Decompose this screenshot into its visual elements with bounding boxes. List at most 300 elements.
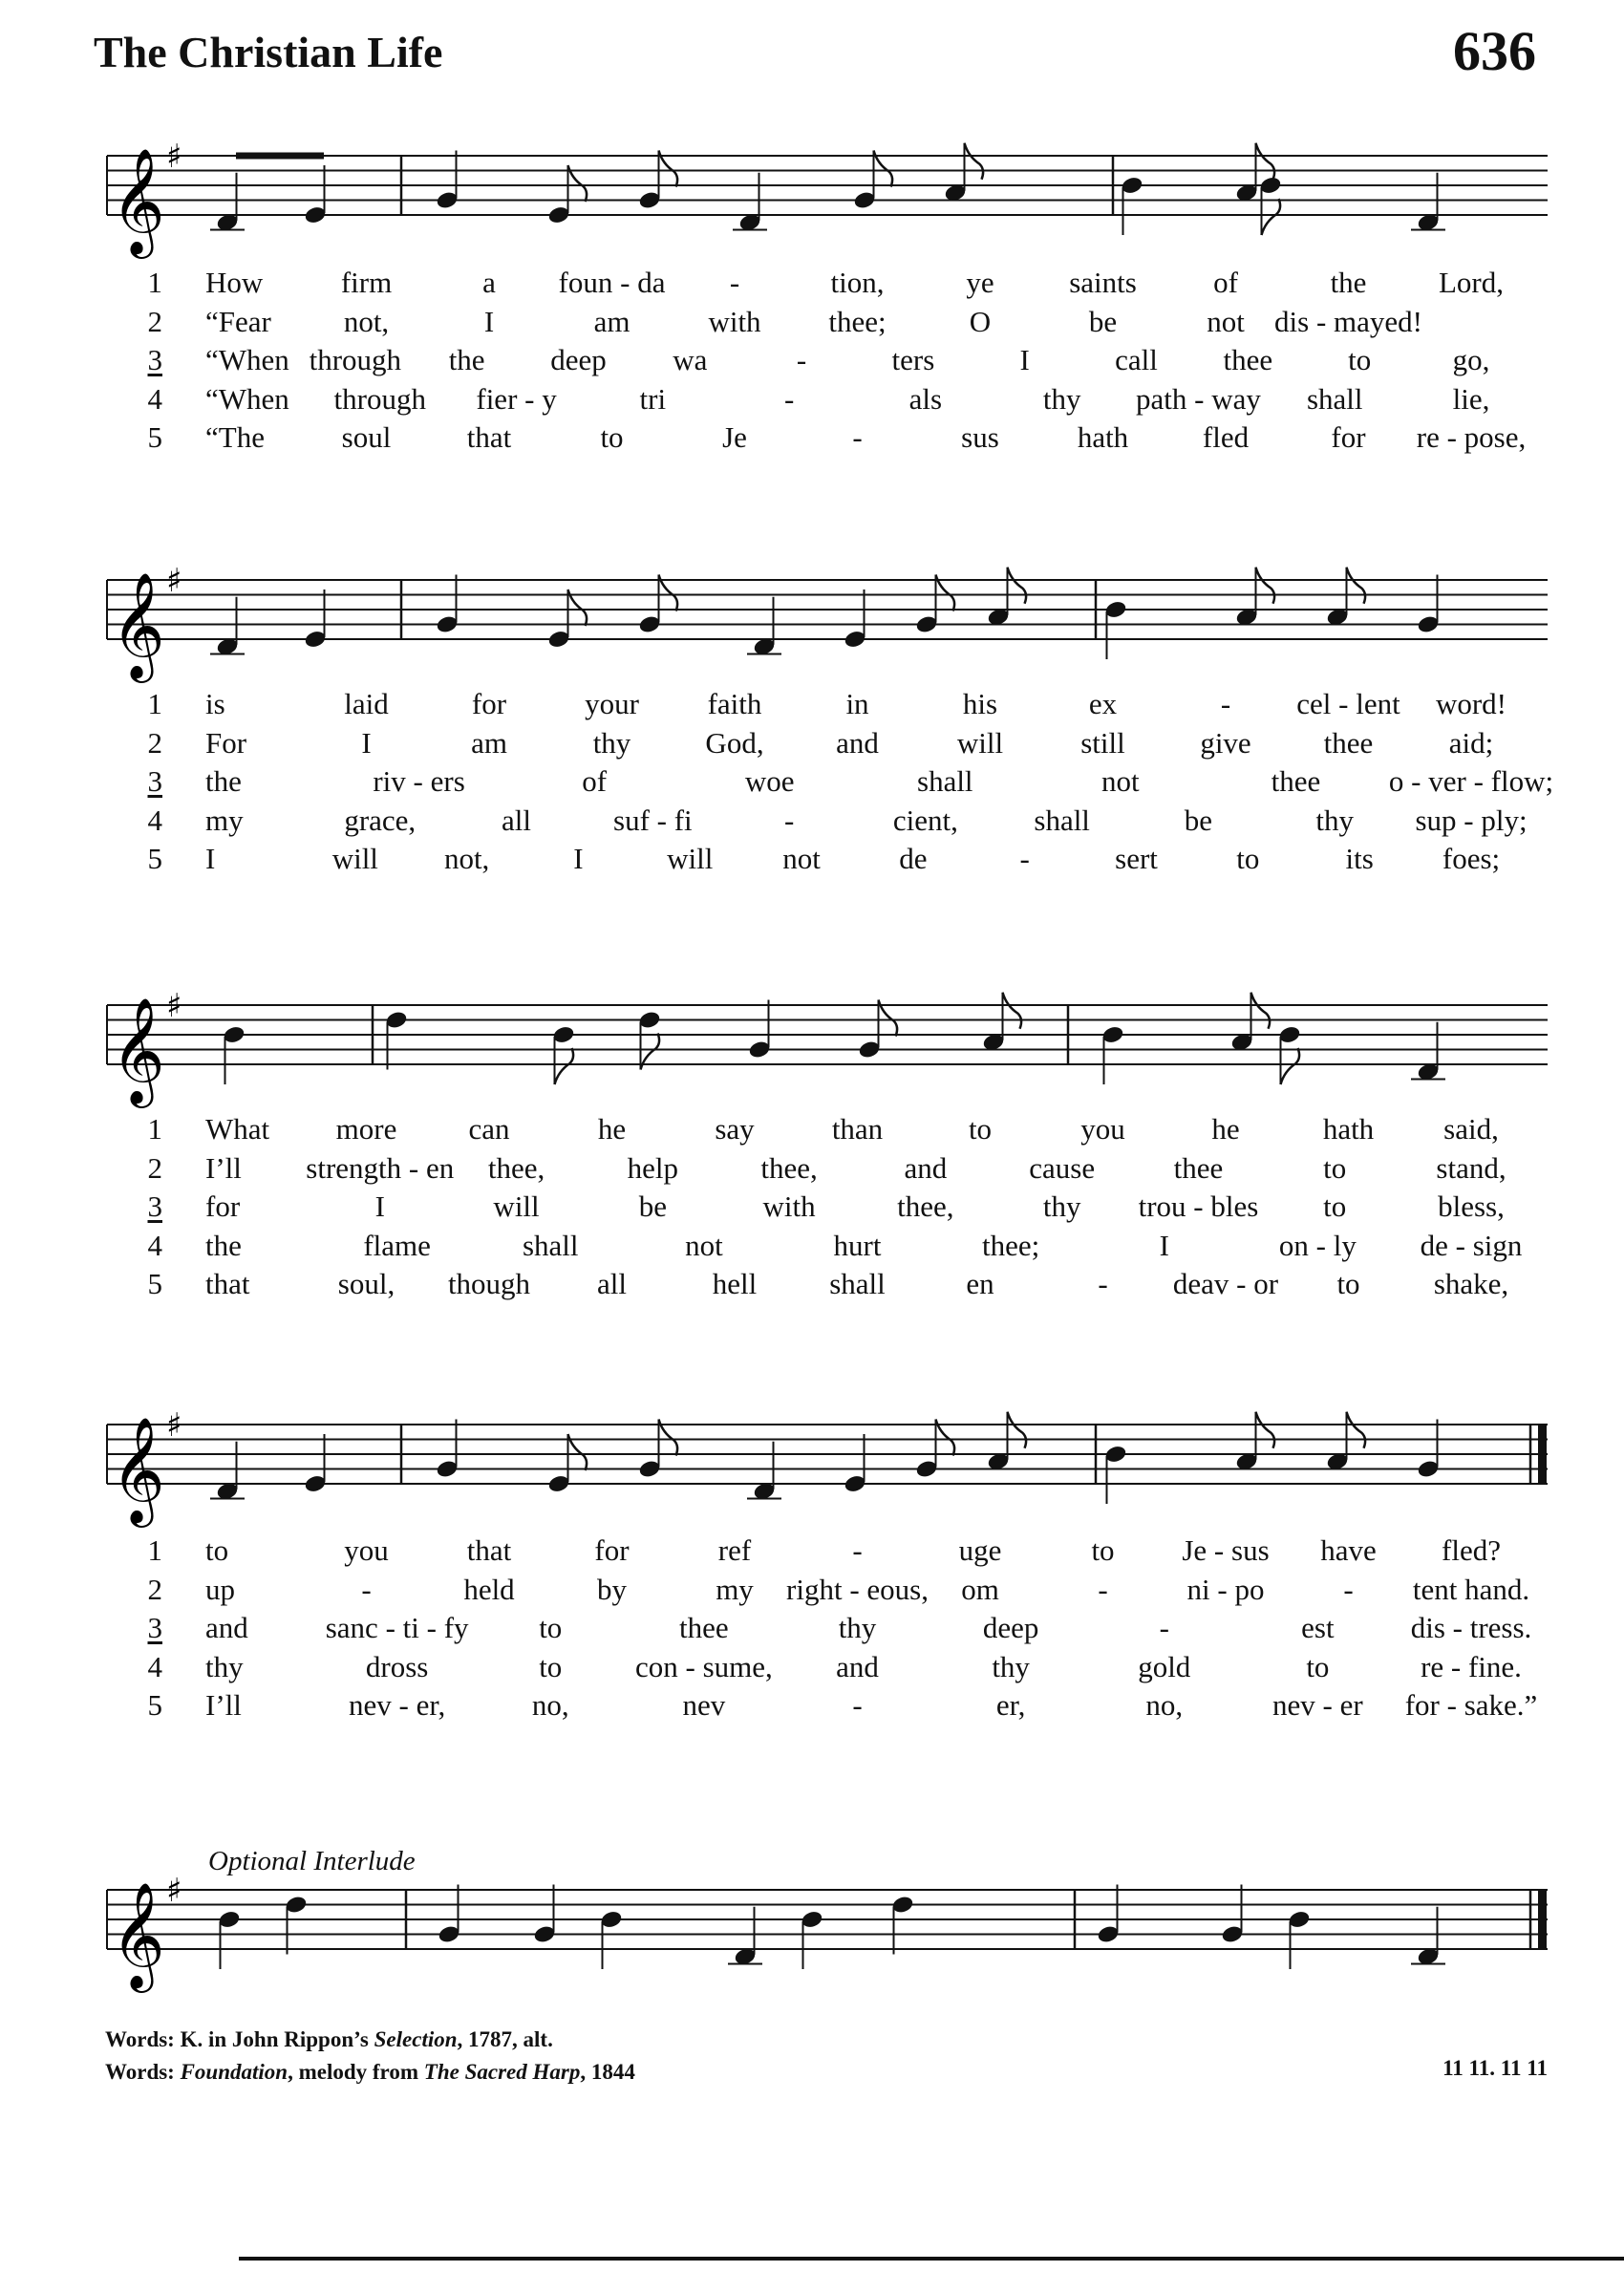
note	[438, 1885, 461, 1945]
lyric-line	[0, 685, 1624, 724]
credits	[105, 2024, 635, 2089]
lyric-syllable: shall	[917, 764, 973, 798]
lyric-syllable: of	[1213, 266, 1238, 299]
lyric-syllable: though	[447, 1267, 531, 1300]
lyric-syllable: lie,	[1452, 381, 1490, 416]
lyric-syllable: in	[845, 687, 869, 720]
lyric-syllable: I	[205, 842, 216, 875]
lyric-syllable: right - eous,	[786, 1572, 929, 1606]
lyric-syllable: cause	[1029, 1150, 1096, 1185]
lyric-syllable: -	[1098, 1267, 1108, 1300]
lyric-syllable: the	[205, 1228, 242, 1262]
lyric-syllable: ref	[717, 1533, 752, 1567]
lyric-line	[0, 1149, 1624, 1189]
verse-number: 1	[147, 266, 162, 299]
note	[844, 589, 867, 650]
lyric-syllable: nev	[682, 1688, 726, 1722]
lyric-syllable: call	[1115, 343, 1158, 376]
lyric-syllable: -	[1159, 1611, 1169, 1644]
lyric-syllable: to	[205, 1533, 229, 1567]
lyric-syllable: say	[715, 1112, 755, 1146]
lyric-syllable: tion,	[830, 266, 885, 299]
note	[1104, 1444, 1128, 1504]
lyric-syllable: to	[1323, 1150, 1347, 1185]
note	[1235, 143, 1275, 204]
verse-number: 5	[147, 420, 162, 454]
lyric-syllable: re - pose,	[1416, 420, 1527, 454]
lyric-syllable: thee	[1323, 725, 1374, 760]
lyric-syllable: for - sake.”	[1404, 1688, 1538, 1722]
lyric-syllable: -	[1019, 842, 1030, 875]
lyric-syllable: to	[539, 1611, 563, 1644]
lyric-syllable: -	[729, 266, 740, 299]
lyric-syllable: shake,	[1433, 1267, 1509, 1300]
note	[1221, 1885, 1245, 1945]
note	[1101, 1024, 1125, 1084]
lyric-syllable: be	[1184, 803, 1213, 837]
lyric-syllable: uge	[958, 1533, 1002, 1567]
lyric-syllable: sup - ply;	[1415, 803, 1528, 837]
lyric-syllable: for	[471, 687, 507, 720]
lyric-line	[0, 380, 1624, 419]
lyric-syllable: you	[1080, 1112, 1125, 1146]
lyric-syllable: to	[1306, 1649, 1330, 1683]
lyric-syllable: -	[796, 343, 807, 376]
section-title: The Christian Life	[94, 28, 443, 76]
final-bar-thick	[1538, 1890, 1547, 1949]
lyric-syllable: thee	[1223, 343, 1273, 376]
lyric-syllable: thee;	[828, 304, 887, 338]
note	[1288, 1909, 1312, 1969]
lyric-syllable: am	[471, 725, 507, 760]
lyric-syllable: on - ly	[1278, 1228, 1357, 1262]
lyric-syllable: o - ver - flow;	[1388, 764, 1554, 798]
lyric-syllable: cel - lent	[1296, 687, 1400, 720]
lyric-syllable: -	[852, 1688, 863, 1722]
lyric-syllable: I	[361, 725, 372, 760]
lyric-syllable: shall	[522, 1228, 579, 1262]
lyrics-system-3	[0, 1110, 1624, 1304]
note	[218, 1909, 242, 1969]
lyric-syllable: I’ll	[205, 1150, 242, 1185]
lyric-syllable: and	[904, 1150, 948, 1185]
staff-system-3	[0, 987, 1624, 1123]
note	[1235, 1412, 1275, 1472]
lyric-syllable: thee	[679, 1611, 729, 1644]
note	[1097, 1885, 1121, 1945]
lyric-syllable: bless,	[1438, 1189, 1505, 1223]
lyric-line	[0, 1110, 1624, 1149]
lyric-line	[0, 840, 1624, 879]
lyric-syllable: de - sign	[1420, 1228, 1523, 1262]
lyric-syllable: all	[502, 803, 532, 837]
lyric-line	[0, 1227, 1624, 1266]
note	[853, 151, 893, 211]
lyric-syllable: fier - y	[476, 381, 557, 416]
note	[1411, 173, 1445, 233]
lyric-line	[0, 418, 1624, 458]
lyric-syllable: ye	[966, 266, 994, 299]
lyric-syllable: I	[483, 304, 495, 338]
lyric-syllable: grace,	[344, 803, 417, 837]
lyric-syllable: laid	[344, 687, 389, 720]
note	[728, 1907, 762, 1967]
note	[944, 143, 984, 204]
note	[987, 568, 1027, 628]
sharp-icon: ♯	[166, 1872, 182, 1910]
lyric-syllable: dis - tress.	[1410, 1611, 1532, 1644]
note	[748, 1000, 772, 1061]
lyric-syllable: not	[1207, 304, 1245, 338]
note	[1121, 175, 1144, 235]
lyric-syllable: soul	[341, 420, 392, 454]
lyric-syllable: I	[573, 842, 584, 875]
note	[210, 1442, 245, 1502]
verse-number: 3	[147, 1189, 162, 1223]
lyric-syllable: shall	[1306, 381, 1363, 416]
lyric-syllable: “Fear	[205, 304, 271, 338]
lyric-syllable: God,	[705, 725, 764, 760]
lyric-syllable: riv - ers	[373, 764, 465, 798]
note	[600, 1909, 624, 1969]
lyric-syllable: and	[205, 1611, 248, 1644]
verse-number: 1	[147, 687, 162, 720]
lyric-syllable: aid;	[1448, 725, 1494, 760]
lyric-syllable: wa	[673, 343, 708, 376]
note	[844, 1434, 867, 1494]
treble-clef-icon: 𝄞	[111, 147, 165, 254]
lyric-syllable: foun - da	[558, 266, 666, 299]
lyric-syllable: hurt	[833, 1228, 882, 1262]
note	[638, 1010, 662, 1070]
lyric-syllable: -	[783, 803, 795, 837]
lyric-syllable: thy	[1315, 803, 1355, 837]
note	[891, 1895, 915, 1955]
lyric-syllable: dross	[365, 1649, 429, 1683]
note	[638, 1420, 678, 1480]
lyric-syllable: nev - er,	[349, 1688, 446, 1722]
lyric-syllable: con - sume,	[634, 1649, 773, 1683]
lyric-syllable: flame	[363, 1228, 431, 1262]
lyric-line	[0, 1532, 1624, 1571]
note	[1411, 1907, 1445, 1967]
note	[223, 1024, 246, 1084]
note	[638, 151, 678, 211]
verse-number: 2	[147, 304, 162, 338]
lyric-syllable: trou - bles	[1138, 1189, 1259, 1223]
lyric-syllable: -	[1220, 687, 1231, 720]
lyric-line	[0, 762, 1624, 802]
lyric-syllable: thy	[1042, 1189, 1081, 1223]
lyric-syllable: thee,	[897, 1189, 954, 1223]
lyric-syllable: “The	[205, 420, 265, 454]
lyric-syllable: can	[468, 1112, 510, 1146]
lyric-syllable: not	[685, 1228, 723, 1262]
lyric-syllable: -	[852, 1533, 863, 1567]
note	[733, 173, 767, 233]
note	[915, 1420, 955, 1480]
lyric-line	[0, 724, 1624, 763]
verse-number: 4	[147, 381, 162, 416]
lyric-syllable: thy	[592, 725, 631, 760]
verse-number: 4	[147, 803, 162, 837]
lyric-syllable: path - way	[1136, 381, 1261, 416]
lyric-syllable: of	[582, 764, 608, 798]
lyric-syllable: firm	[340, 266, 393, 299]
lyric-syllable: its	[1345, 842, 1374, 875]
lyric-syllable: that	[466, 420, 512, 454]
lyric-syllable: help	[627, 1150, 679, 1185]
lyric-syllable: Je - sus	[1182, 1533, 1270, 1567]
lyric-syllable: deav - or	[1172, 1267, 1279, 1300]
lyric-syllable: to	[1091, 1533, 1115, 1567]
lyric-syllable: not	[782, 842, 821, 875]
note	[436, 1420, 459, 1480]
lyric-syllable: est	[1301, 1611, 1335, 1644]
lyric-syllable: his	[962, 687, 998, 720]
verse-number: 5	[147, 842, 162, 875]
lyric-syllable: be	[638, 1189, 667, 1223]
lyric-syllable: soul,	[337, 1267, 395, 1300]
lyric-syllable: to	[1336, 1267, 1360, 1300]
lyric-syllable: foes;	[1442, 842, 1501, 875]
lyric-syllable: I	[1159, 1228, 1169, 1262]
lyric-syllable: give	[1200, 725, 1251, 760]
lyric-syllable: stand,	[1436, 1150, 1506, 1185]
lyric-syllable: no,	[1145, 1688, 1184, 1722]
verse-number: 2	[147, 1150, 162, 1185]
sharp-icon: ♯	[166, 1406, 182, 1445]
note	[1235, 568, 1275, 628]
lyric-syllable: not,	[343, 304, 390, 338]
note	[385, 1010, 409, 1070]
lyric-syllable: will	[667, 842, 714, 875]
note	[285, 1895, 309, 1955]
lyric-syllable: to	[1236, 842, 1260, 875]
lyric-syllable: thee;	[982, 1228, 1040, 1262]
lyric-syllable: all	[597, 1267, 627, 1300]
lyric-syllable: the	[448, 343, 485, 376]
treble-clef-icon: 𝄞	[111, 996, 165, 1104]
note	[1104, 599, 1128, 659]
note	[552, 1024, 576, 1084]
lyric-syllable: saints	[1069, 266, 1137, 299]
interlude-label: Optional Interlude	[208, 1846, 416, 1876]
lyric-syllable: I	[374, 1189, 385, 1223]
lyric-syllable: sanc - ti - fy	[325, 1611, 469, 1644]
lyric-syllable: thee,	[760, 1150, 818, 1185]
lyric-syllable: faith	[707, 687, 762, 720]
lyric-syllable: that	[466, 1533, 512, 1567]
sharp-icon: ♯	[166, 562, 182, 600]
note	[210, 173, 245, 233]
note	[982, 993, 1022, 1053]
lyric-syllable: my	[205, 803, 244, 837]
lyric-line	[0, 1265, 1624, 1304]
hymn-number: 636	[1453, 20, 1536, 82]
lyric-syllable: er,	[995, 1688, 1026, 1722]
note	[638, 575, 678, 635]
note	[1417, 575, 1441, 635]
note	[533, 1885, 557, 1945]
lyric-syllable: not,	[443, 842, 490, 875]
note	[1230, 993, 1271, 1053]
lyric-syllable: my	[716, 1572, 754, 1606]
lyric-syllable: -	[361, 1572, 372, 1606]
lyric-syllable: is	[205, 687, 225, 720]
lyric-syllable: the	[205, 764, 242, 798]
staff-system-2	[0, 562, 1624, 697]
lyric-syllable: be	[1088, 304, 1118, 338]
staff-system-4	[0, 1406, 1624, 1543]
lyric-line	[0, 802, 1624, 841]
lyric-syllable: -	[852, 420, 863, 454]
treble-clef-icon: 𝄞	[111, 1881, 165, 1988]
lyric-syllable: you	[344, 1533, 389, 1567]
lyric-syllable: and	[836, 725, 879, 760]
lyric-line	[0, 1571, 1624, 1610]
lyric-syllable: “When	[205, 343, 289, 376]
lyric-syllable: gold	[1138, 1649, 1191, 1683]
lyric-syllable: he	[597, 1112, 627, 1146]
lyric-line	[0, 1609, 1624, 1648]
lyric-syllable: deep	[982, 1611, 1039, 1644]
lyric-syllable: For	[205, 725, 247, 760]
lyric-syllable: to	[968, 1112, 993, 1146]
lyric-syllable: will	[493, 1189, 540, 1223]
note	[304, 1434, 328, 1494]
lyric-syllable: tri	[639, 381, 667, 416]
note	[1411, 1022, 1445, 1082]
lyric-syllable: for	[1331, 420, 1366, 454]
verse-number: 1	[147, 1112, 162, 1146]
lyric-syllable: for	[594, 1533, 630, 1567]
meter: 11 11. 11 11	[1442, 2056, 1548, 2080]
staff-interlude	[0, 1872, 1624, 2006]
lyric-syllable: that	[205, 1267, 250, 1300]
lyrics-system-1	[0, 264, 1624, 458]
lyric-syllable: for	[205, 1189, 241, 1223]
note	[547, 589, 588, 650]
lyric-line	[0, 1686, 1624, 1725]
verse-number: 5	[147, 1267, 162, 1300]
staff-system-1	[0, 138, 1624, 268]
lyrics-system-4	[0, 1532, 1624, 1725]
lyric-syllable: Je	[722, 420, 747, 454]
lyric-syllable: tent hand.	[1412, 1572, 1530, 1606]
note	[1417, 1420, 1441, 1480]
lyric-syllable: the	[1330, 266, 1367, 299]
lyric-syllable: fled?	[1442, 1533, 1501, 1567]
sharp-icon: ♯	[166, 987, 182, 1025]
lyric-syllable: thy	[205, 1649, 244, 1683]
note	[1259, 175, 1283, 235]
note	[1326, 568, 1366, 628]
lyric-syllable: by	[597, 1572, 627, 1606]
words-credit: Words: K. in John Rippon’s Selection, 1787, alt.	[105, 2027, 553, 2051]
note	[801, 1909, 824, 1969]
page-rule	[239, 2257, 1624, 2261]
lyric-syllable: shall	[829, 1267, 886, 1300]
note	[915, 575, 955, 635]
lyric-syllable: a	[482, 266, 496, 299]
lyric-syllable: cient,	[892, 803, 958, 837]
verse-number: 4	[147, 1228, 162, 1262]
lyric-syllable: am	[593, 304, 630, 338]
lyric-syllable: sert	[1115, 842, 1158, 875]
note	[304, 165, 328, 225]
lyric-syllable: up	[205, 1572, 235, 1606]
lyric-syllable: will	[956, 725, 1004, 760]
lyric-syllable: through	[333, 381, 426, 416]
lyric-syllable: to	[539, 1649, 563, 1683]
verse-number: 4	[147, 1649, 162, 1683]
note	[547, 1434, 588, 1494]
lyric-syllable: -	[783, 381, 795, 416]
lyric-syllable: sus	[961, 420, 999, 454]
note	[747, 597, 781, 657]
treble-clef-icon: 𝄞	[111, 571, 165, 678]
lyric-syllable: ex	[1088, 687, 1118, 720]
lyric-syllable: re - fine.	[1421, 1649, 1522, 1683]
verse-number: 2	[147, 1572, 162, 1606]
lyrics-system-2	[0, 685, 1624, 879]
note	[1326, 1412, 1366, 1472]
lyric-syllable: fled	[1202, 420, 1250, 454]
lyric-syllable: shall	[1034, 803, 1090, 837]
final-bar-thick	[1538, 1425, 1547, 1484]
lyric-syllable: O	[969, 304, 992, 338]
lyric-syllable: thee	[1173, 1150, 1224, 1185]
lyric-syllable: dis - mayed!	[1274, 304, 1422, 338]
note	[858, 1000, 898, 1061]
lyric-syllable: What	[205, 1112, 270, 1146]
lyric-syllable: “When	[205, 381, 289, 416]
lyric-syllable: How	[205, 266, 264, 299]
lyric-syllable: -	[1343, 1572, 1354, 1606]
sharp-icon: ♯	[166, 138, 182, 176]
lyric-syllable: no,	[531, 1688, 569, 1722]
verse-number: 3	[147, 343, 162, 376]
music-credit: Words: Foundation, melody from The Sacred Harp, 1844	[105, 2060, 635, 2084]
treble-clef-icon: 𝄞	[111, 1416, 165, 1523]
lyric-syllable: I	[1019, 343, 1030, 376]
lyric-syllable: than	[831, 1112, 884, 1146]
verse-number: 3	[147, 1611, 162, 1644]
lyric-syllable: have	[1320, 1533, 1377, 1567]
lyric-syllable: de	[899, 842, 928, 875]
lyric-line	[0, 341, 1624, 380]
note	[1278, 1024, 1302, 1084]
lyric-syllable: thee,	[487, 1150, 545, 1185]
lyric-syllable: hell	[712, 1267, 758, 1300]
lyric-syllable: hath	[1322, 1112, 1375, 1146]
lyric-line	[0, 1648, 1624, 1687]
lyric-syllable: more	[335, 1112, 397, 1146]
lyric-syllable: deep	[550, 343, 607, 376]
note	[436, 151, 459, 211]
note	[987, 1412, 1027, 1472]
lyric-syllable: still	[1080, 725, 1125, 760]
lyric-syllable: to	[1323, 1189, 1347, 1223]
lyric-syllable: held	[463, 1572, 515, 1606]
note	[436, 575, 459, 635]
note	[547, 165, 588, 225]
lyric-syllable: with	[762, 1189, 816, 1223]
verse-number: 2	[147, 725, 162, 760]
lyric-syllable: not	[1101, 764, 1140, 798]
lyric-syllable: strength - en	[306, 1150, 455, 1185]
